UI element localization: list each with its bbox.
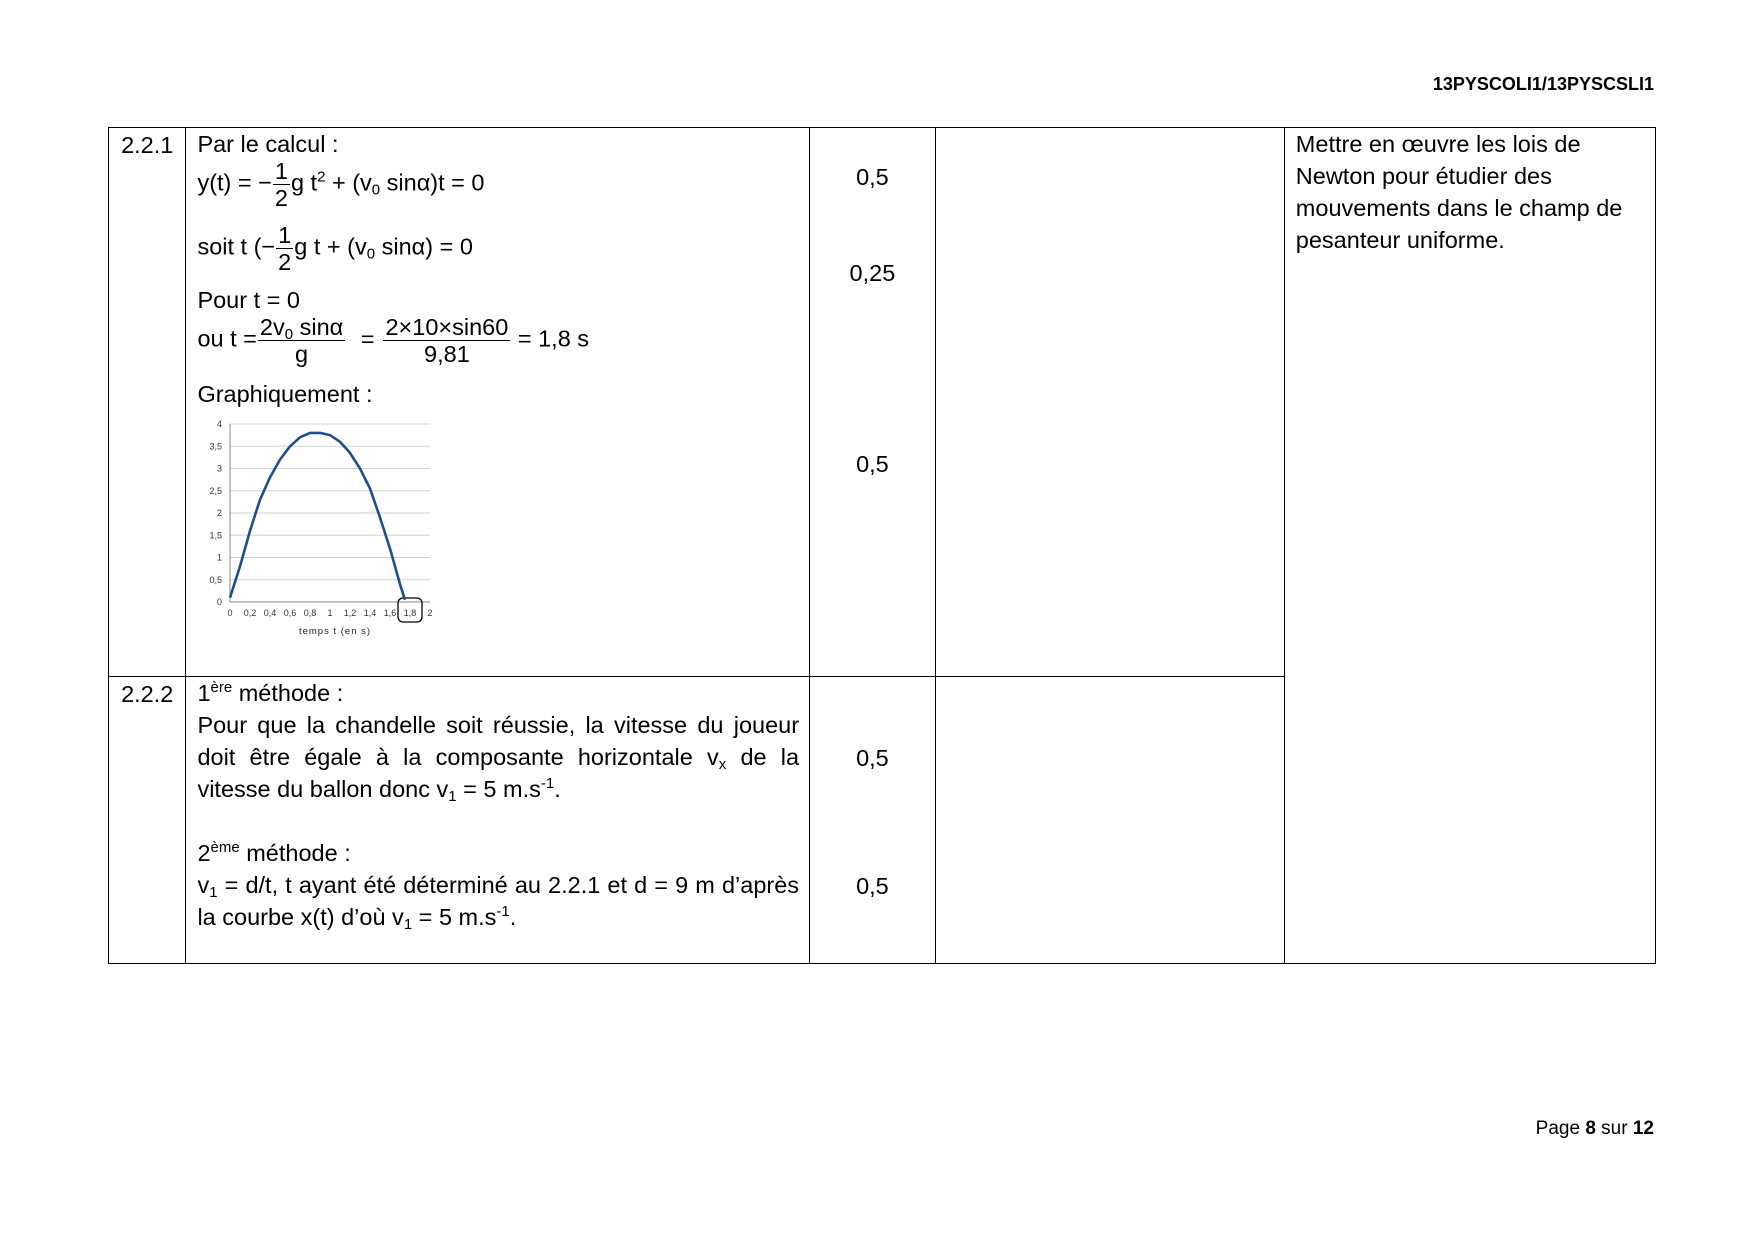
x-tick-label: 0 — [227, 608, 233, 618]
x-tick-label: 0,6 — [284, 608, 297, 618]
fraction-half: $\frac{1}{2}$ — [278, 222, 292, 275]
x-tick-label: 0,8 — [304, 608, 317, 618]
y-tick-label: 1 — [217, 552, 223, 563]
x-tick-label: 2 — [427, 608, 433, 618]
fraction-t: $\frac{2v_0 \sin\alpha}{g}$ — [259, 314, 344, 367]
x-tick-label: 1,6 — [384, 608, 397, 618]
question-number: 2.2.1 — [109, 128, 186, 677]
equation-factor: soit t (− $\frac{1}{2}$ g $t + (v_0$ sinα) = 0 — [197, 222, 473, 275]
y-tick-label: 2 — [217, 508, 223, 518]
method-1-text: Pour que la chandelle soit réussie, la vitesse du joueur doit être égale à la composante horizontale $v_x$ de la vitesse du ballon donc $v_1 = 5$ $m.s^{-1}$. — [197, 712, 800, 805]
line-graph-label: Graphiquement : — [197, 381, 373, 407]
line-title: Par le calcul : — [197, 131, 339, 157]
fraction-half: $\frac{1}{2}$ — [274, 158, 288, 211]
score-value: 0,5 — [856, 451, 889, 477]
competence-cell: Mettre en œuvre les lois de Newton pour étudier des mouvements dans le champ de pesanteur uniforme. — [1284, 128, 1655, 964]
correction-table — [108, 127, 1656, 964]
y-tick-label: 3 — [217, 463, 223, 474]
y-tick-label: 0,5 — [209, 574, 223, 585]
y-tick-label: 1,5 — [209, 530, 223, 541]
y-tick-label: 0 — [217, 597, 223, 607]
equation-t: ou t = $\frac{2v_0 \sin\alpha}{g}$ = $\frac{2\times 10\times\sin 60}{9,81}$ = 1,8 s — [197, 314, 590, 367]
comment-cell — [935, 128, 1284, 677]
question-number: 2.2.2 — [109, 677, 186, 964]
line-pour: Pour t = 0 — [197, 287, 300, 313]
x-tick-label: 0,4 — [264, 608, 277, 618]
score-cell — [810, 677, 936, 964]
y-tick-label: 4 — [217, 419, 223, 429]
table-row — [109, 128, 1656, 677]
score-cell — [810, 128, 936, 677]
trajectory-line — [230, 433, 405, 600]
y-tick-label: 3,5 — [209, 441, 223, 452]
x-tick-label: 1,8 — [404, 608, 417, 618]
page-footer: Page 8 sur 12 — [1535, 1118, 1654, 1139]
comment-cell — [935, 677, 1284, 964]
method-2-text: $v_1 = d/t$, t ayant été déterminé au 2.2.1 et d = 9 m d’après la courbe x(t) d’où $v_1 = 5$ $m.s^{-1}$. — [197, 872, 800, 933]
answer-cell — [186, 677, 810, 964]
x-axis-label: temps t (en s) — [299, 626, 372, 637]
answer-cell — [186, 128, 810, 677]
x-tick-label: 1,2 — [344, 608, 357, 618]
score-value: 0,5 — [856, 745, 889, 771]
method-2-title: 2ème méthode : — [197, 839, 351, 866]
method-1-title: 1ère méthode : — [197, 679, 344, 706]
x-tick-label: 0,2 — [244, 608, 257, 618]
x-tick-label: 1,4 — [364, 608, 377, 618]
score-value: 0,25 — [849, 260, 896, 286]
trajectory-chart — [200, 414, 452, 640]
equation-y: y(t) = − $\frac{1}{2}$ g $t^2 + (v_0$ sinα)t = 0 — [197, 158, 485, 211]
x-tick-label: 1 — [327, 608, 333, 618]
document-code: 13PYSCOLI1/13PYSCSLI1 — [1432, 74, 1654, 94]
score-value: 0,5 — [856, 164, 889, 190]
fraction-numeric: $\frac{2\times 10\times\sin 60}{9,81}$ — [385, 314, 509, 367]
score-value: 0,5 — [856, 873, 889, 899]
y-tick-label: 2,5 — [209, 485, 223, 496]
